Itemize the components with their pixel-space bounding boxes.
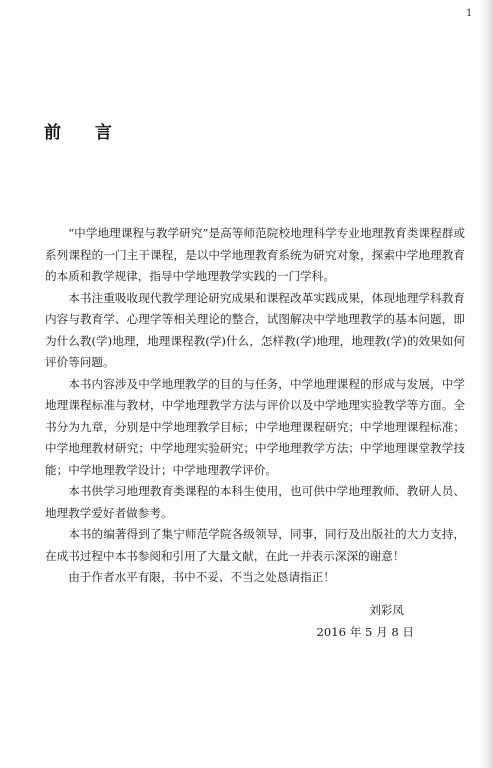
signature-date: 2016 年 5 月 8 日 [316, 624, 414, 639]
paragraph-5: 本书的编著得到了集宁师范学院各级领导，同事，同行及出版社的大力支持，在成书过程中本书参阅和引用了大量文献，在此一并表示深深的谢意！ [45, 527, 465, 563]
author-name: 刘彩凤 [369, 603, 404, 617]
signature-block [317, 600, 414, 643]
paragraph-1: “中学地理课程与教学研究”是高等师范院校地理科学专业地理教育类课程群或系列课程的一门主干课程，是以中学地理教育系统为研究对象，探索中学地理教育的本质和教学规律，指导中学地理教学实践的一门学科。 [45, 226, 465, 283]
preface-body [45, 223, 465, 589]
page-number: 1 [466, 8, 473, 19]
paragraph-4: 本书供学习地理教育类课程的本科生使用，也可供中学地理教师、教研人员、地理教学爱好者做参考。 [45, 484, 465, 520]
page-edge-shadow [479, 0, 493, 768]
paragraph-2: 本书注重吸收现代教学理论研究成果和课程改革实践成果，体现地理学科教育内容与教育学、心理学等相关理论的整合，试图解决中学地理教学的基本问题，即为什么教(学)地理，地理课程教(学)什么，怎样教(学)地理，地理教(学)的效果如何评价等问题。 [45, 290, 465, 369]
page-title: 前 言 [44, 123, 126, 143]
paragraph-6: 由于作者水平有限，书中不妥、不当之处恳请指正！ [68, 570, 335, 584]
paragraph-3: 本书内容涉及中学地理教学的目的与任务，中学地理课程的形成与发展，中学地理课程标准与教材，中学地理教学方法与评价以及中学地理实验教学等方面。全书分为九章，分别是中学地理教学目标；中学地理课程研究；中学地理课程标准；中学地理教材研究；中学地理实验研究；中学地理教学方法；中学地理课堂教学技能；中学地理教学设计；中学地理教学评价。 [45, 376, 465, 477]
